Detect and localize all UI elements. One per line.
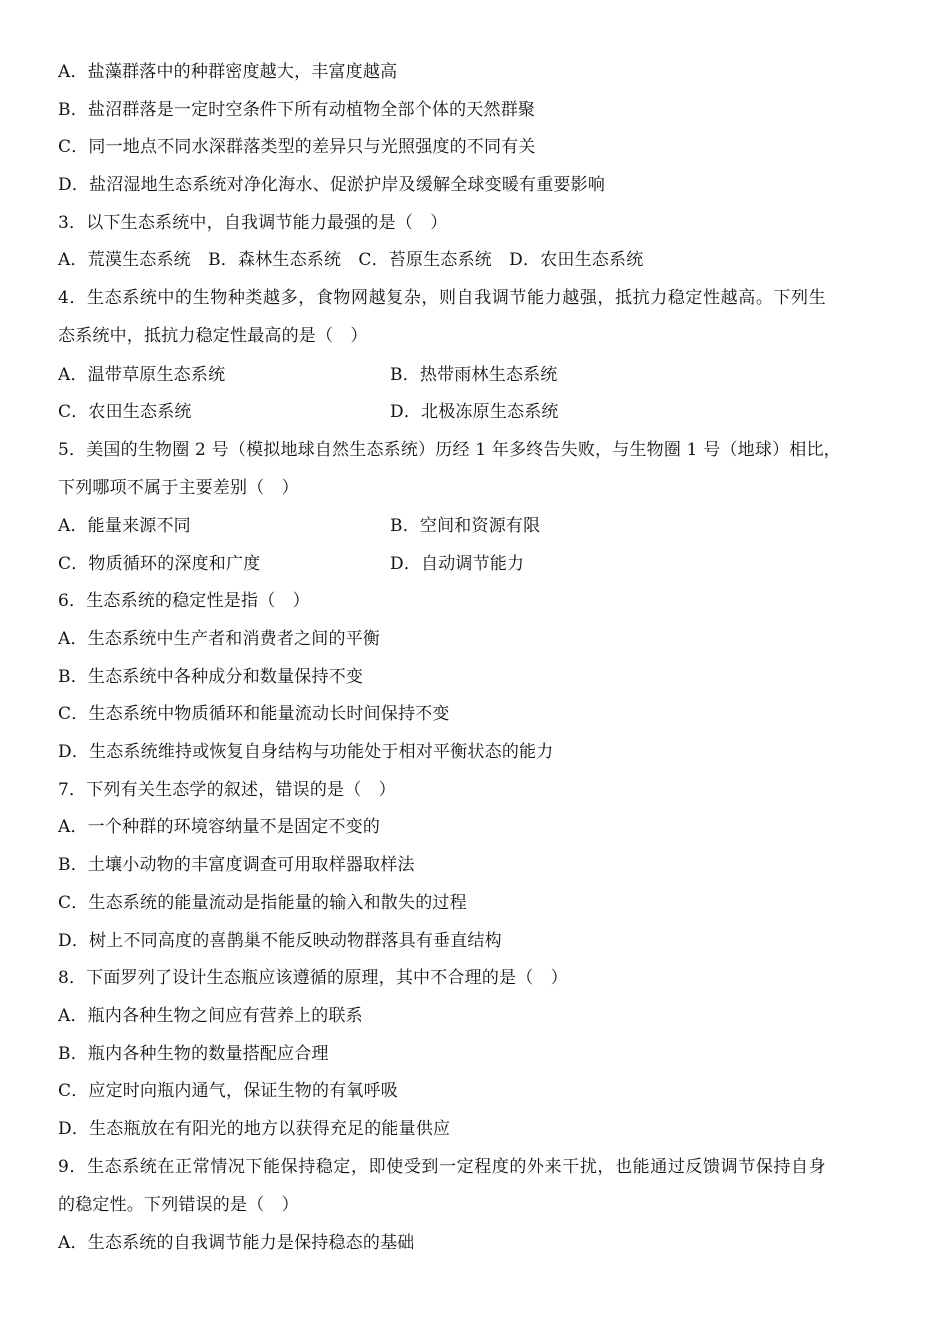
q2-option-d: D．盐沼湿地生态系统对净化海水、促淤护岸及缓解全球变暖有重要影响 bbox=[58, 175, 606, 195]
question-9-line-1: 9．生态系统在正常情况下能保持稳定，即使受到一定程度的外来干扰，也能通过反馈调节保持自身 bbox=[58, 1157, 827, 1177]
q5-option-c: C．物质循环的深度和广度 bbox=[58, 554, 261, 574]
q5-option-a: A．能量来源不同 bbox=[58, 516, 191, 536]
q2-option-b: B．盐沼群落是一定时空条件下所有动植物全部个体的天然群聚 bbox=[58, 100, 536, 120]
q4-option-a: A．温带草原生态系统 bbox=[58, 365, 226, 385]
q9-option-a: A．生态系统的自我调节能力是保持稳态的基础 bbox=[58, 1233, 415, 1253]
q2-option-a: A．盐藻群落中的种群密度越大，丰富度越高 bbox=[58, 62, 398, 82]
q7-option-b: B．土壤小动物的丰富度调查可用取样器取样法 bbox=[58, 855, 415, 875]
q6-option-b: B．生态系统中各种成分和数量保持不变 bbox=[58, 667, 364, 687]
question-3: 3．以下生态系统中，自我调节能力最强的是（ ） bbox=[58, 213, 448, 233]
question-8: 8．下面罗列了设计生态瓶应该遵循的原理，其中不合理的是（ ） bbox=[58, 968, 568, 988]
question-9-line-2: 的稳定性。下列错误的是（ ） bbox=[58, 1195, 299, 1215]
question-4-line-2: 态系统中，抵抗力稳定性最高的是（ ） bbox=[58, 326, 368, 346]
q4-row-1 bbox=[58, 364, 558, 386]
q5-row-1 bbox=[58, 515, 541, 537]
question-5-line-2: 下列哪项不属于主要差别（ ） bbox=[58, 478, 299, 498]
q7-option-c: C．生态系统的能量流动是指能量的输入和散失的过程 bbox=[58, 893, 467, 913]
q6-option-d: D．生态系统维持或恢复自身结构与功能处于相对平衡状态的能力 bbox=[58, 742, 554, 762]
q4-option-b: B．热带雨林生态系统 bbox=[390, 365, 558, 385]
question-6: 6．生态系统的稳定性是指（ ） bbox=[58, 591, 310, 611]
q4-row-2 bbox=[58, 401, 559, 423]
q7-option-d: D．树上不同高度的喜鹊巢不能反映动物群落具有垂直结构 bbox=[58, 931, 502, 951]
q5-row-2 bbox=[58, 553, 525, 575]
q4-option-d: D．北极冻原生态系统 bbox=[390, 402, 559, 422]
q5-option-d: D．自动调节能力 bbox=[390, 554, 525, 574]
q8-option-a: A．瓶内各种生物之间应有营养上的联系 bbox=[58, 1006, 363, 1026]
q2-option-c: C．同一地点不同水深群落类型的差异只与光照强度的不同有关 bbox=[58, 137, 536, 157]
q8-option-c: C．应定时向瓶内通气，保证生物的有氧呼吸 bbox=[58, 1081, 399, 1101]
q5-option-b: B．空间和资源有限 bbox=[390, 516, 541, 536]
question-5-line-1: 5．美国的生物圈 2 号（模拟地球自然生态系统）历经 1 年多终告失败，与生物圈 1 号（地球）相比， bbox=[58, 440, 841, 460]
question-4-line-1: 4．生态系统中的生物种类越多，食物网越复杂，则自我调节能力越强，抵抗力稳定性越高。下列生 bbox=[58, 288, 827, 308]
q7-option-a: A．一个种群的环境容纳量不是固定不变的 bbox=[58, 817, 381, 837]
q8-option-b: B．瓶内各种生物的数量搭配应合理 bbox=[58, 1044, 329, 1064]
q6-option-a: A．生态系统中生产者和消费者之间的平衡 bbox=[58, 629, 381, 649]
q3-options: A．荒漠生态系统 B．森林生态系统 C．苔原生态系统 D．农田生态系统 bbox=[58, 250, 644, 270]
q4-option-c: C．农田生态系统 bbox=[58, 402, 192, 422]
q8-option-d: D．生态瓶放在有阳光的地方以获得充足的能量供应 bbox=[58, 1119, 451, 1139]
question-7: 7．下列有关生态学的叙述，错误的是（ ） bbox=[58, 780, 396, 800]
q6-option-c: C．生态系统中物质循环和能量流动长时间保持不变 bbox=[58, 704, 450, 724]
